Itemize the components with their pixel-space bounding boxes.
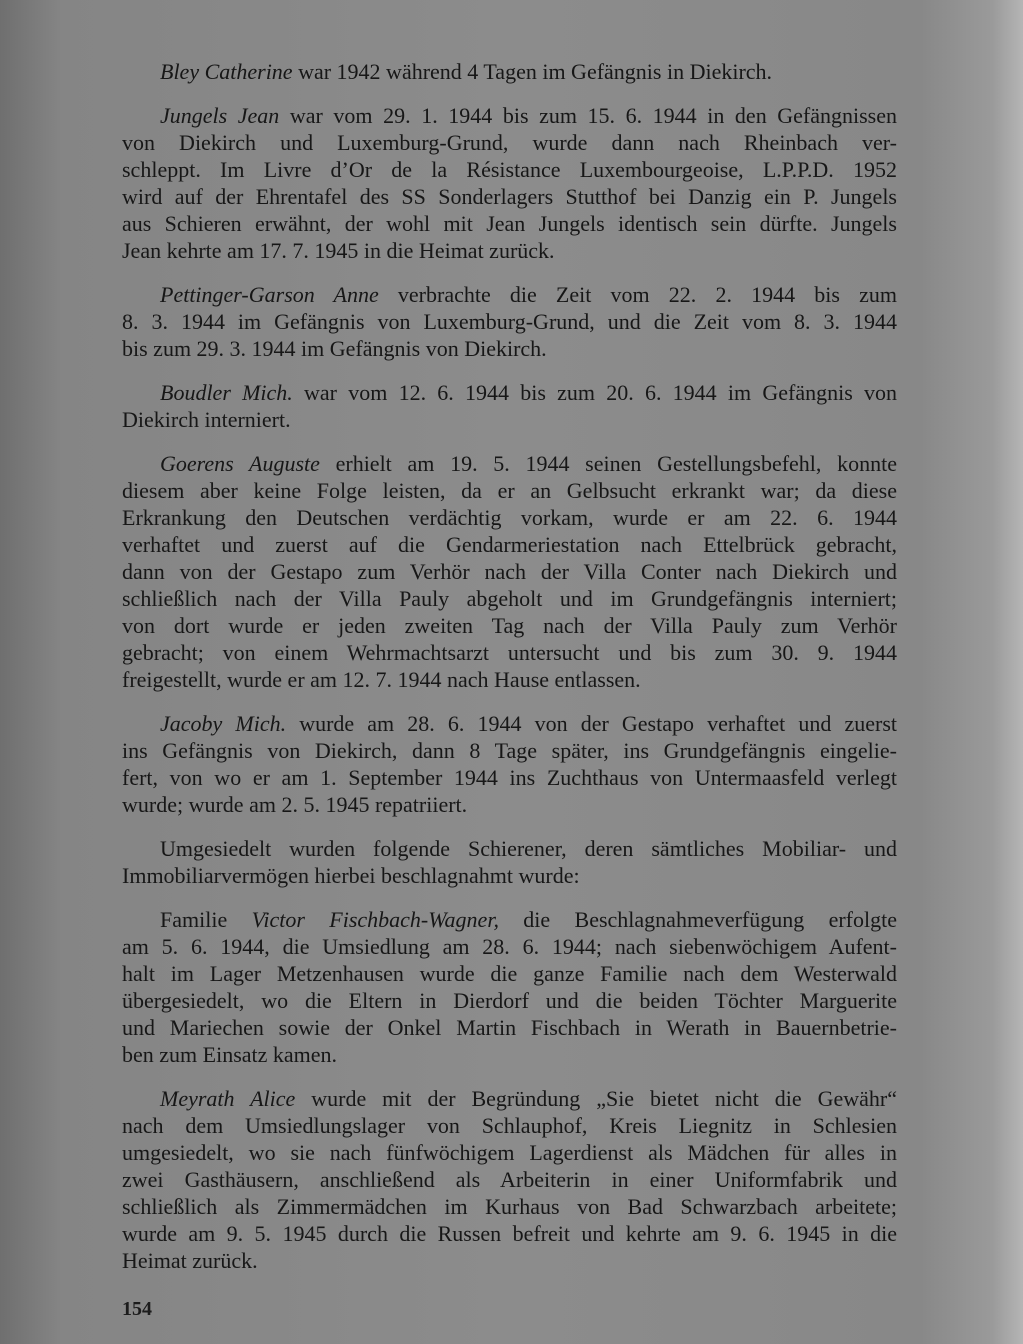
text-line [122, 237, 897, 264]
text-line [122, 281, 897, 308]
text-line [122, 129, 897, 156]
line-text: von dort wurde er jeden zweiten Tag nach der Villa Pauly zum Verhör [122, 613, 897, 638]
text-line [122, 1193, 897, 1220]
line-text: wurde am 28. 6. 1944 von der Gestapo verhaftet und zuerst [286, 711, 897, 736]
text-line [122, 183, 897, 210]
line-text: die Beschlagnahmeverfügung erfolgte [498, 907, 897, 932]
person-name: Boudler Mich. [160, 380, 293, 405]
text-line [122, 58, 897, 85]
line-text: aus Schieren erwähnt, der wohl mit Jean Jungels identisch sein dürfte. Jungels [122, 211, 897, 236]
person-name: Jacoby Mich. [160, 711, 287, 736]
text-line [122, 1247, 897, 1274]
person-name: Victor Fischbach-Wagner, [251, 907, 499, 932]
line-text: übergesiedelt, wo die Eltern in Dierdorf und die beiden Töchter Marguerite [122, 988, 897, 1013]
text-line [122, 210, 897, 237]
text-line [122, 987, 897, 1014]
line-text: dann von der Gestapo zum Verhör nach der Villa Conter nach Diekirch und [122, 559, 897, 584]
line-text: bis zum 29. 3. 1944 im Gefängnis von Diekirch. [122, 336, 547, 361]
line-text: nach dem Umsiedlungslager von Schlauphof, Kreis Liegnitz in Schlesien [122, 1113, 897, 1138]
text-line [122, 612, 897, 639]
line-text: verhaftet und zuerst auf die Gendarmeriestation nach Ettelbrück gebracht, [122, 532, 897, 557]
paragraph [122, 710, 897, 818]
line-text: schließlich als Zimmermädchen im Kurhaus von Bad Schwarzbach arbeitete; [122, 1194, 897, 1219]
line-text: schleppt. Im Livre d’Or de la Résistance Luxembourgeoise, L.P.P.D. 1952 [122, 157, 897, 182]
line-text: zwei Gasthäusern, anschließend als Arbeiterin in einer Uniformfabrik und [122, 1167, 897, 1192]
paragraph [122, 835, 897, 889]
line-text: Immobiliarvermögen hierbei beschlagnahmt wurde: [122, 863, 580, 888]
paragraph [122, 281, 897, 362]
text-line [122, 791, 897, 818]
line-text: Heimat zurück. [122, 1248, 258, 1273]
line-text: 8. 3. 1944 im Gefängnis von Luxemburg-Grund, und die Zeit vom 8. 3. 1944 [122, 309, 897, 334]
line-text: wird auf der Ehrentafel des SS Sonderlagers Stutthof bei Danzig ein P. Jungels [122, 184, 897, 209]
line-text: freigestellt, wurde er am 12. 7. 1944 nach Hause entlassen. [122, 667, 641, 692]
person-name: Jungels Jean [160, 103, 280, 128]
paragraph [122, 1085, 897, 1274]
person-name: Bley Catherine [160, 59, 293, 84]
line-text: ben zum Einsatz kamen. [122, 1042, 338, 1067]
line-text: war 1942 während 4 Tagen im Gefängnis in Diekirch. [292, 59, 773, 84]
text-line [122, 1220, 897, 1247]
text-line [122, 737, 897, 764]
text-line [122, 1014, 897, 1041]
line-text: war vom 29. 1. 1944 bis zum 15. 6. 1944 in den Gefängnissen [279, 103, 898, 128]
line-text: erhielt am 19. 5. 1944 seinen Gestellungsbefehl, konnte [319, 451, 897, 476]
line-text: gebracht; von einem Wehrmachtsarzt untersucht und bis zum 30. 9. 1944 [122, 640, 897, 665]
text-line [122, 308, 897, 335]
text-line [122, 1139, 897, 1166]
text-line [122, 379, 897, 406]
line-text: Erkrankung den Deutschen verdächtig vorkam, wurde er am 22. 6. 1944 [122, 505, 897, 530]
text-line [122, 639, 897, 666]
text-line [122, 764, 897, 791]
line-text: verbrachte die Zeit vom 22. 2. 1944 bis zum [378, 282, 897, 307]
line-text: am 5. 6. 1944, die Umsiedlung am 28. 6. 1944; nach siebenwöchigem Aufent- [122, 934, 897, 959]
paragraph [122, 379, 897, 433]
line-text: war vom 12. 6. 1944 bis zum 20. 6. 1944 im Gefängnis von [292, 380, 897, 405]
text-line [122, 450, 897, 477]
book-page-text [122, 58, 897, 1291]
line-text: schließlich nach der Villa Pauly abgeholt und im Grundgefängnis interniert; [122, 586, 897, 611]
person-name: Goerens Auguste [160, 451, 320, 476]
line-text: halt im Lager Metzenhausen wurde die ganze Familie nach dem Westerwald [122, 961, 897, 986]
text-line [122, 477, 897, 504]
line-text: ins Gefängnis von Diekirch, dann 8 Tage später, ins Grundgefängnis eingelie- [122, 738, 897, 763]
paragraph [122, 906, 897, 1068]
text-line [122, 1166, 897, 1193]
text-line [122, 710, 897, 737]
text-line [122, 156, 897, 183]
text-line [122, 102, 897, 129]
text-line [122, 406, 897, 433]
person-name: Meyrath Alice [160, 1086, 296, 1111]
text-line [122, 666, 897, 693]
text-line [122, 906, 897, 933]
text-line [122, 558, 897, 585]
line-text: Diekirch interniert. [122, 407, 291, 432]
text-line [122, 835, 897, 862]
line-text: umgesiedelt, wo sie nach fünfwöchigem Lagerdienst als Mädchen für alles in [122, 1140, 897, 1165]
paragraph [122, 102, 897, 264]
text-line [122, 1085, 897, 1112]
text-line [122, 862, 897, 889]
text-line [122, 960, 897, 987]
line-text: Umgesiedelt wurden folgende Schierener, deren sämtliches Mobiliar- und [160, 836, 897, 861]
text-line [122, 933, 897, 960]
line-text: wurde am 9. 5. 1945 durch die Russen befreit und kehrte am 9. 6. 1945 in die [122, 1221, 897, 1246]
text-line [122, 335, 897, 362]
text-line [122, 531, 897, 558]
line-text: diesem aber keine Folge leisten, da er an Gelbsucht erkrankt war; da diese [122, 478, 897, 503]
text-line [122, 504, 897, 531]
text-line [122, 1112, 897, 1139]
text-line [122, 585, 897, 612]
line-text: Jean kehrte am 17. 7. 1945 in die Heimat zurück. [122, 238, 555, 263]
page-number: 154 [122, 1298, 152, 1320]
line-text: wurde; wurde am 2. 5. 1945 repatriiert. [122, 792, 468, 817]
line-text: von Diekirch und Luxemburg-Grund, wurde dann nach Rheinbach ver- [122, 130, 897, 155]
line-text: wurde mit der Begründung „Sie bietet nicht die Gewähr“ [295, 1086, 897, 1111]
line-text: fert, von wo er am 1. September 1944 ins Zuchthaus von Untermaasfeld verlegt [122, 765, 897, 790]
paragraph [122, 58, 897, 85]
line-text: und Mariechen sowie der Onkel Martin Fischbach in Werath in Bauernbetrie- [122, 1015, 897, 1040]
paragraph-prefix: Familie [160, 907, 252, 932]
paragraph [122, 450, 897, 693]
person-name: Pettinger-Garson Anne [160, 282, 379, 307]
text-line [122, 1041, 897, 1068]
